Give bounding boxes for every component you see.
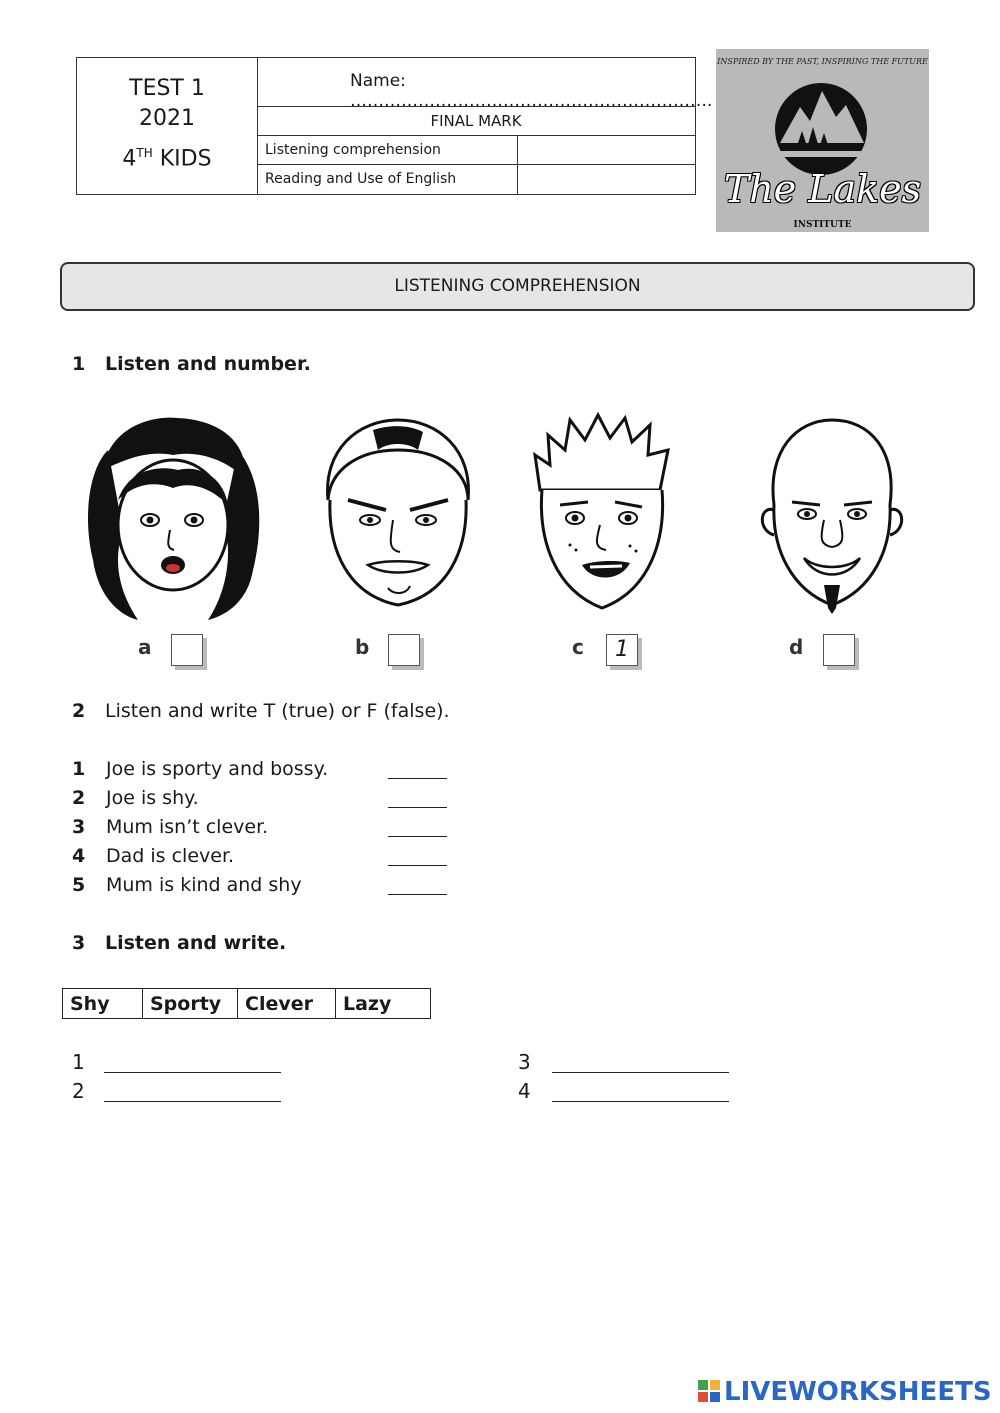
word-bank-item: Sporty — [143, 989, 238, 1018]
statement-text: Joe is sporty and bossy. — [106, 758, 329, 780]
write-line-3 — [518, 1050, 531, 1074]
option-letter-a: a — [138, 635, 152, 659]
mark-row-reading — [257, 165, 695, 194]
word-bank — [62, 988, 431, 1019]
statement-text: Joe is shy. — [106, 787, 199, 809]
liveworksheets-grid-icon — [698, 1380, 720, 1402]
statement-number: 4 — [72, 845, 86, 867]
question-number: 2 — [72, 700, 86, 722]
write-line-2 — [72, 1079, 85, 1103]
mark-cell-listening[interactable] — [517, 136, 695, 164]
school-logo — [716, 49, 929, 232]
test-year: 2021 — [139, 106, 195, 131]
name-field[interactable]: Name: ………………………………………………………. — [257, 58, 695, 107]
mark-row-label: Listening comprehension — [265, 142, 441, 158]
mountain-emblem-icon — [766, 69, 876, 179]
write-line-number: 2 — [72, 1079, 85, 1103]
write-line-blank[interactable] — [104, 1101, 281, 1102]
section-banner: LISTENING COMPREHENSION — [60, 262, 975, 311]
question-number: 1 — [72, 353, 86, 375]
statement-text: Dad is clever. — [106, 845, 235, 867]
final-mark-label: FINAL MARK — [257, 107, 695, 136]
liveworksheets-logo — [698, 1377, 992, 1407]
statement-number: 3 — [72, 816, 86, 838]
option-letter-b: b — [355, 635, 370, 659]
option-letter-c: c — [572, 635, 584, 659]
write-line-4 — [518, 1079, 531, 1103]
answer-blank[interactable] — [388, 836, 447, 837]
question-text: Listen and write T (true) or F (false). — [105, 700, 450, 722]
question-text: Listen and write. — [105, 932, 287, 954]
write-line-blank[interactable] — [552, 1101, 729, 1102]
face-d-bald-man-smiling-icon — [752, 410, 912, 615]
option-letter-d: d — [789, 635, 804, 659]
answer-box-a[interactable] — [171, 634, 203, 666]
answer-box-c[interactable]: 1 — [606, 634, 638, 666]
mark-row-listening — [257, 136, 695, 165]
test-info — [77, 58, 258, 194]
face-a-girl-curly-hair-icon — [78, 410, 268, 625]
statement-text: Mum is kind and shy — [106, 874, 302, 896]
answer-box-b[interactable] — [388, 634, 420, 666]
write-line-blank[interactable] — [104, 1072, 281, 1073]
face-b-man-frowning-icon — [318, 410, 478, 615]
logo-motto: INSPIRED BY THE PAST, INSPIRING THE FUTURE — [717, 57, 928, 66]
statement-text: Mum isn’t clever. — [106, 816, 269, 838]
test-level: 4TH KIDS — [122, 146, 212, 172]
answer-blank[interactable] — [388, 894, 447, 895]
write-line-blank[interactable] — [552, 1072, 729, 1073]
question-number: 3 — [72, 932, 86, 954]
answer-blank[interactable] — [388, 865, 447, 866]
statement-number: 2 — [72, 787, 86, 809]
word-bank-item: Shy — [63, 989, 143, 1018]
footer-brand: LIVEWORKSHEETS — [724, 1377, 992, 1407]
question-text: Listen and number. — [105, 353, 311, 375]
header-table — [76, 57, 713, 195]
mark-row-label: Reading and Use of English — [265, 171, 457, 187]
write-line-number: 1 — [72, 1050, 85, 1074]
statement-number: 5 — [72, 874, 86, 896]
face-c-boy-spiky-hair-icon — [530, 410, 675, 615]
write-line-number: 4 — [518, 1079, 531, 1103]
answer-blank[interactable] — [388, 778, 447, 779]
statement-number: 1 — [72, 758, 86, 780]
word-bank-item: Lazy — [343, 993, 392, 1015]
logo-institute: INSTITUTE — [793, 220, 852, 230]
write-line-number: 3 — [518, 1050, 531, 1074]
answer-blank[interactable] — [388, 807, 447, 808]
word-bank-item: Clever — [238, 989, 336, 1018]
answer-box-d[interactable] — [823, 634, 855, 666]
mark-cell-reading[interactable] — [517, 165, 695, 194]
logo-brand: The Lakes — [723, 167, 922, 211]
test-title: TEST 1 — [129, 76, 205, 101]
write-line-1 — [72, 1050, 85, 1074]
